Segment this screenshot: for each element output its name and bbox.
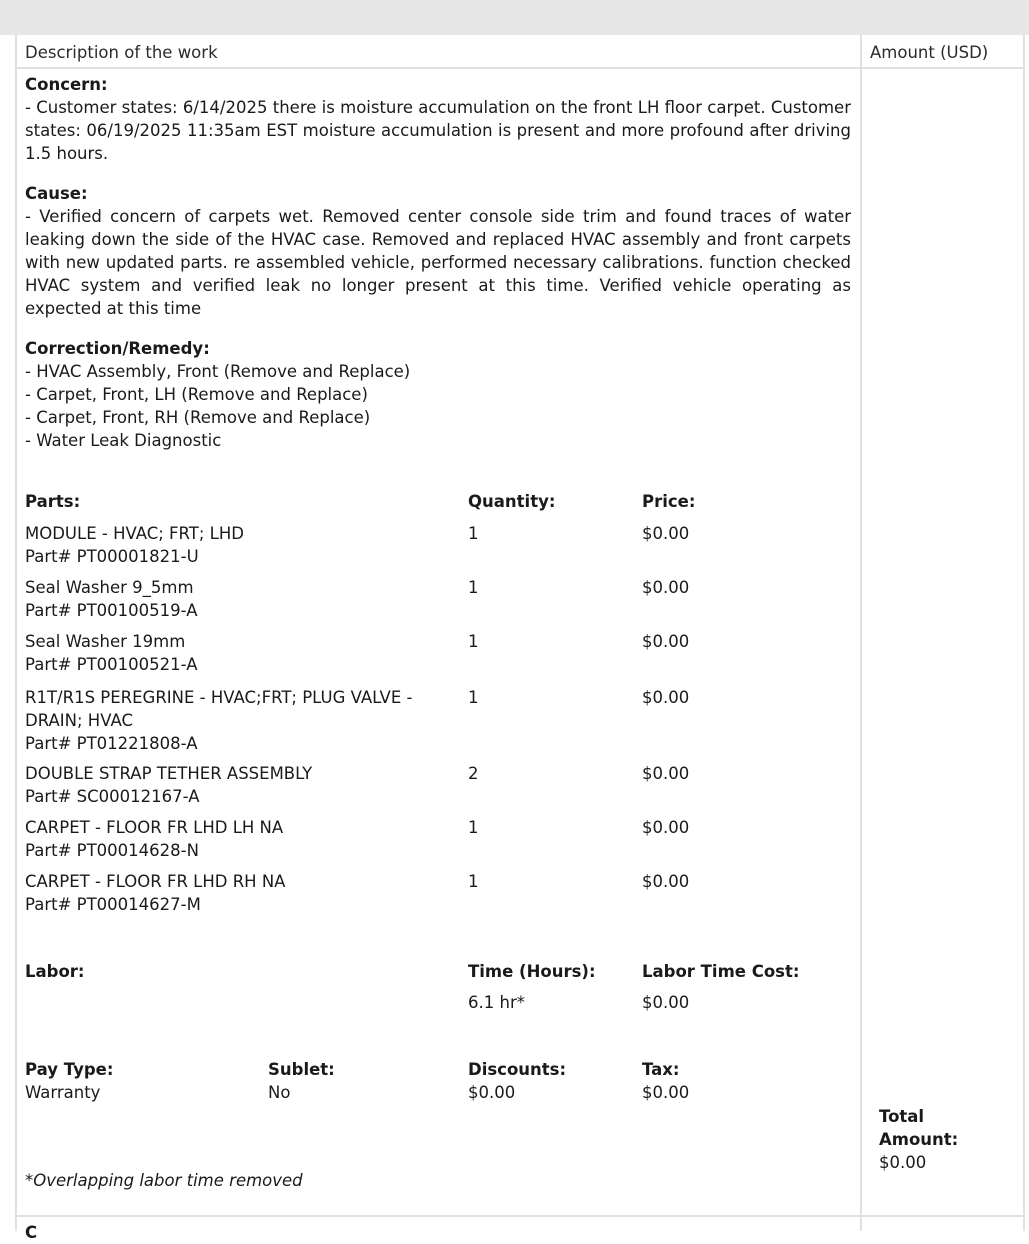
- part-name: DOUBLE STRAP TETHER ASSEMBLY: [25, 764, 313, 783]
- labor-cost-header: Labor Time Cost:: [642, 962, 800, 981]
- part-price: $0.00: [642, 524, 690, 543]
- part-number: Part# PT00014628-N: [25, 841, 199, 860]
- total-label-line1: Total: [879, 1107, 925, 1126]
- part-price: $0.00: [642, 764, 690, 783]
- part-row: [25, 762, 445, 808]
- part-name: Seal Washer 9_5mm: [25, 578, 194, 597]
- correction-title: Correction/Remedy:: [25, 339, 210, 358]
- part-name: MODULE - HVAC; FRT; LHD: [25, 524, 244, 543]
- next-section-partial: C: [25, 1223, 38, 1242]
- concern-text: - Customer states: 6/14/2025 there is moisture accumulation on the front LH floor carpet. Customer states: 06/19/2025 11:35am EST moisture accumulation is present and more profound after driving 1.5 hours.: [25, 98, 851, 163]
- column-header-description: Description of the work: [25, 43, 218, 62]
- header-bottom-border: [15, 67, 1025, 69]
- correction-item: - Carpet, Front, RH (Remove and Replace): [25, 408, 371, 427]
- part-number: Part# PT00014627-M: [25, 895, 201, 914]
- table-border-right: [1023, 35, 1025, 1231]
- part-name: CARPET - FLOOR FR LHD RH NA: [25, 872, 286, 891]
- part-quantity: 1: [468, 688, 479, 707]
- column-header-amount: Amount (USD): [870, 43, 989, 62]
- part-quantity: 1: [468, 524, 479, 543]
- discounts: [468, 1058, 566, 1104]
- part-row: [25, 630, 445, 676]
- correction-item: - Water Leak Diagnostic: [25, 431, 222, 450]
- tax-label: Tax:: [642, 1060, 680, 1079]
- tax: [642, 1058, 689, 1104]
- price-header: Price:: [642, 492, 696, 511]
- column-divider: [860, 35, 862, 1231]
- part-number: Part# PT00100519-A: [25, 601, 198, 620]
- discounts-label: Discounts:: [468, 1060, 567, 1079]
- parts-header: Parts:: [25, 492, 81, 511]
- part-quantity: 2: [468, 764, 479, 783]
- part-name: R1T/R1S PEREGRINE - HVAC;FRT; PLUG VALVE - DRAIN; HVAC: [25, 688, 413, 730]
- part-name: CARPET - FLOOR FR LHD LH NA: [25, 818, 284, 837]
- labor-time: 6.1 hr*: [468, 993, 525, 1012]
- time-header: Time (Hours):: [468, 962, 596, 981]
- total-amount: [879, 1105, 999, 1174]
- part-row: [25, 870, 445, 916]
- sublet-label: Sublet:: [268, 1060, 335, 1079]
- row-bottom-border: [15, 1215, 1025, 1217]
- total-label-line2: Amount:: [879, 1130, 959, 1149]
- labor-cost: $0.00: [642, 993, 690, 1012]
- sublet: [268, 1058, 335, 1104]
- part-row: [25, 816, 445, 862]
- part-number: Part# SC00012167-A: [25, 787, 200, 806]
- pay-type-value: Warranty: [25, 1083, 101, 1102]
- part-quantity: 1: [468, 632, 479, 651]
- correction-item: - HVAC Assembly, Front (Remove and Replace): [25, 362, 411, 381]
- total-value: $0.00: [879, 1153, 927, 1172]
- part-row: [25, 576, 445, 622]
- footnote: *Overlapping labor time removed: [25, 1171, 303, 1190]
- top-bar: [0, 0, 1029, 35]
- part-number: Part# PT01221808-A: [25, 734, 198, 753]
- pay-type: [25, 1058, 113, 1104]
- table-border-left: [15, 35, 17, 1231]
- part-price: $0.00: [642, 578, 690, 597]
- part-price: $0.00: [642, 872, 690, 891]
- sublet-value: No: [268, 1083, 291, 1102]
- labor-header: Labor:: [25, 962, 85, 981]
- part-price: $0.00: [642, 818, 690, 837]
- part-quantity: 1: [468, 818, 479, 837]
- part-number: Part# PT00001821-U: [25, 547, 199, 566]
- discounts-value: $0.00: [468, 1083, 516, 1102]
- part-quantity: 1: [468, 872, 479, 891]
- correction-list: [25, 360, 851, 452]
- part-price: $0.00: [642, 632, 690, 651]
- concern-title: Concern:: [25, 75, 108, 94]
- quantity-header: Quantity:: [468, 492, 556, 511]
- part-price: $0.00: [642, 688, 690, 707]
- work-description: [25, 73, 851, 452]
- part-quantity: 1: [468, 578, 479, 597]
- cause-title: Cause:: [25, 184, 88, 203]
- part-name: Seal Washer 19mm: [25, 632, 186, 651]
- part-row: [25, 686, 445, 755]
- part-number: Part# PT00100521-A: [25, 655, 198, 674]
- cause-text: - Verified concern of carpets wet. Removed center console side trim and found traces of water leaking down the side of the HVAC case. Removed and replaced HVAC assembly and front carpets with new updated parts. re assembled vehicle, performed necessary calibrations. function checked HVAC system and verified leak no longer present at this time. Verified vehicle operating as expected at this time: [25, 207, 851, 318]
- part-row: [25, 522, 445, 568]
- tax-value: $0.00: [642, 1083, 690, 1102]
- correction-item: - Carpet, Front, LH (Remove and Replace): [25, 385, 368, 404]
- pay-type-label: Pay Type:: [25, 1060, 114, 1079]
